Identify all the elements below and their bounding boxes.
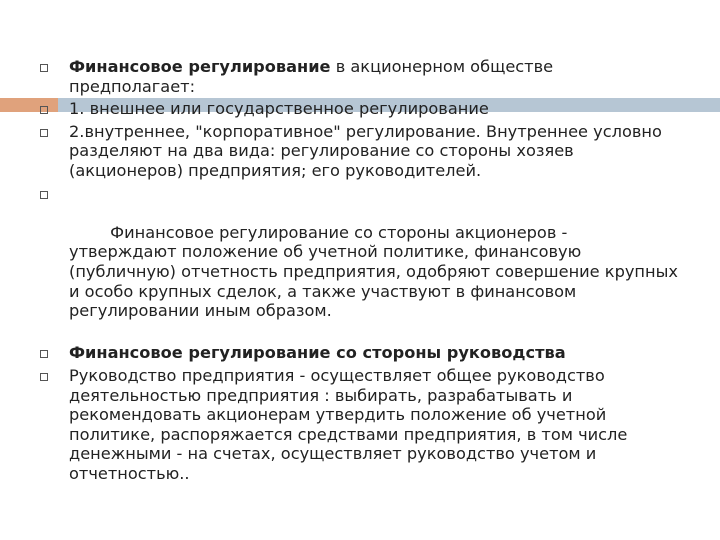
square-bullet-icon — [40, 64, 48, 72]
bullet-item-3-text: 2.внутреннее, "корпоративное" регулирование. Внутреннее условно разделяют на два вида: регулирование со стороны хозяев (акционеров) предприятия; его руководителей. — [69, 121, 662, 180]
bullet-item-1-bold: Финансовое регулирование — [69, 57, 331, 76]
square-bullet-icon — [40, 350, 48, 358]
bullet-item-5-bold: Финансовое регулирование со стороны руководства — [69, 343, 566, 363]
bullet-item-4 — [40, 184, 684, 341]
bullet-item-2 — [40, 99, 680, 119]
bullet-item-6 — [40, 366, 680, 484]
bullet-item-1 — [40, 57, 680, 96]
bullet-item-5 — [40, 343, 680, 363]
bullet-item-6-text: Руководство предприятия - осуществляет общее руководство деятельностью предприятия : выбирать, разрабатывать и рекомендовать акционерам утвердить положение об учетной политике, распоряжается средствами предприятия, в том числе денежными - на счетах, осуществляет руководство учетом и отчетностью.. — [69, 365, 628, 483]
bullet-item-3 — [40, 122, 680, 181]
slide-bullet-list — [40, 57, 684, 483]
bullet-item-1-text: в акционерном обществе предполагает: — [69, 57, 554, 96]
square-bullet-icon — [40, 191, 48, 199]
bullet-item-2-text: 1. внешнее или государственное регулирование — [69, 99, 489, 119]
square-bullet-icon — [40, 129, 48, 137]
square-bullet-icon — [40, 106, 48, 114]
bullet-item-4-text: Финансовое регулирование со стороны акционеров - утверждают положение об учетной политике, финансовую (публичную) отчетность предприятия, одобряют совершение крупных и особо крупных сделок, а также участвуют в финансовом регулировании иным образом. — [69, 222, 684, 321]
square-bullet-icon — [40, 373, 48, 381]
